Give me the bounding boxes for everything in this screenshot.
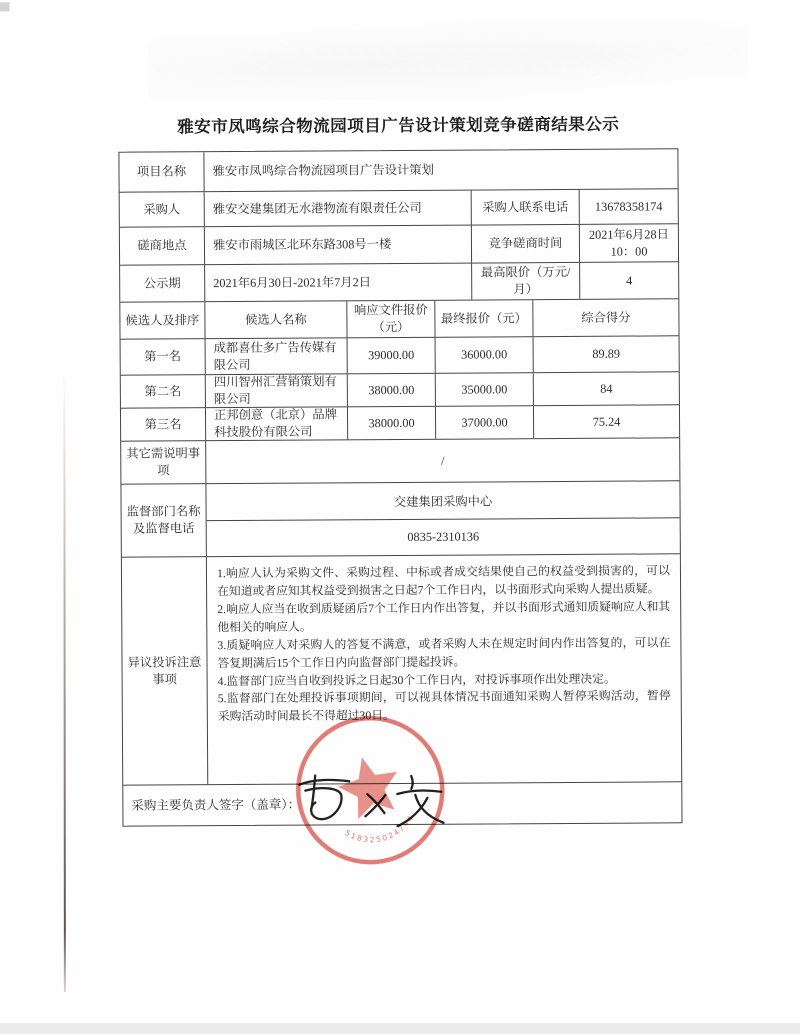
scan-corner-artifact <box>0 2 10 11</box>
objection-item-2: 2.响应人应当在收到质疑函后7个工作日内作出答复，并以书面形式通知质疑响应人和其他相关的响应人。 <box>217 599 671 634</box>
page-title: 雅安市凤鸣综合物流园项目广告设计策划竞争磋商结果公示 <box>177 114 620 137</box>
candidates-header-row <box>120 299 678 339</box>
candidate-score: 89.89 <box>592 346 621 362</box>
table-row-other-notes <box>121 438 679 484</box>
seal-arc-text <box>329 883 465 885</box>
consult-time-value: 2021年6月28日 10：00 <box>588 227 669 259</box>
candidate-row-2 <box>121 372 679 408</box>
objection-item-1: 1.响应人认为采购文件、采购过程、中标或者成交结果使自己的权益受到损害的，可以在知道或者应知其权益受到损害之日起7个工作日内，以书面形式向采购人提出质疑。 <box>216 563 671 599</box>
purchaser-value: 雅安交建集团无水港物流有限责任公司 <box>205 191 472 227</box>
candidate-row-3 <box>121 405 679 441</box>
header-response-price: 响应文件报价（元） <box>347 301 435 338</box>
scan-bottom-shadow <box>0 1023 800 1034</box>
candidate-response-price: 38000.00 <box>348 407 436 440</box>
candidate-final-price: 37000.00 <box>436 406 534 439</box>
candidate-score: 75.24 <box>592 414 621 429</box>
project-name-label: 项目名称 <box>119 152 204 192</box>
seal-code-text: 518325024744 <box>343 812 416 845</box>
table-row-publicity <box>120 262 678 302</box>
header-rank: 候选人及排序 <box>120 302 205 339</box>
table-row-purchaser <box>120 189 678 227</box>
candidate-name: 四川智州汇营销策划有限公司 <box>206 374 348 407</box>
purchaser-label: 采购人 <box>120 192 205 227</box>
objection-item-3: 3.质疑响应人对采购人的答复不满意，或者采购人未在规定时间内作出答复的，可以在答复期满后15个工作日内向监督部门提起投诉。 <box>217 635 671 670</box>
candidate-row-1 <box>121 336 679 375</box>
publicity-label: 公示期 <box>120 265 205 302</box>
other-notes-label: 其它需说明事项 <box>121 441 206 484</box>
objection-item-5: 5.监督部门在处理投诉事项期间，可以视具体情况书面通知采购人暂停采购活动，暂停采购活动时间最长不得超过30日。 <box>217 688 671 724</box>
candidate-rank: 第三名 <box>121 408 206 441</box>
candidate-final-price: 35000.00 <box>436 373 534 406</box>
candidate-rank: 第二名 <box>121 375 206 408</box>
candidate-rank: 第一名 <box>121 339 206 375</box>
candidate-score: 84 <box>600 381 613 396</box>
objection-text <box>207 554 681 784</box>
project-name-value: 雅安市凤鸣综合物流园项目广告设计策划 <box>212 162 434 179</box>
table-row-supervision <box>121 481 679 557</box>
objection-item-4: 4.监督部门应当自收到投诉之日起30个工作日内，对投诉事项作出处理决定。 <box>217 671 616 688</box>
paper-edge-line <box>63 372 66 992</box>
svg-text:雅安交建集团无水港物流有限责任公司 <box>329 883 465 885</box>
venue-value: 雅安市雨城区北环东路308号一楼 <box>205 226 472 265</box>
candidate-final-price: 36000.00 <box>436 337 534 373</box>
candidate-response-price: 39000.00 <box>348 338 436 374</box>
header-name: 候选人名称 <box>205 301 347 338</box>
publicity-value: 2021年6月30日-2021年7月2日 <box>205 264 472 302</box>
table-row-venue <box>120 224 678 265</box>
objection-label: 异议投诉注意事项 <box>122 557 208 785</box>
header-score: 综合得分 <box>581 310 631 325</box>
max-price-label: 最高限价（万元/月） <box>472 263 580 300</box>
header-final-price: 最终报价（元） <box>435 300 533 337</box>
purchaser-phone-value: 13678358174 <box>594 199 663 214</box>
candidate-response-price: 38000.00 <box>348 374 436 407</box>
supervision-dept: 交建集团采购中心 <box>206 481 679 520</box>
venue-label: 磋商地点 <box>120 227 205 265</box>
table-row-project <box>119 149 677 192</box>
handwritten-signature <box>295 768 447 831</box>
other-notes-value: / <box>441 453 445 468</box>
supervision-phone: 0835-2310136 <box>407 529 480 544</box>
max-price-value: 4 <box>626 273 633 288</box>
scan-haze-artifact <box>148 18 748 102</box>
supervision-values <box>206 481 679 556</box>
candidate-name: 正邦创意（北京）品牌科技股份有限公司 <box>206 407 348 440</box>
consult-time-label: 竞争磋商时间 <box>472 225 580 263</box>
purchaser-phone-label: 采购人联系电话 <box>472 190 580 225</box>
candidate-name: 成都喜仕多广告传媒有限公司 <box>206 338 348 374</box>
supervision-label: 监督部门名称及监督电话 <box>121 484 206 557</box>
signature-label: 采购主要负责人签字（盖章）： <box>131 797 301 813</box>
